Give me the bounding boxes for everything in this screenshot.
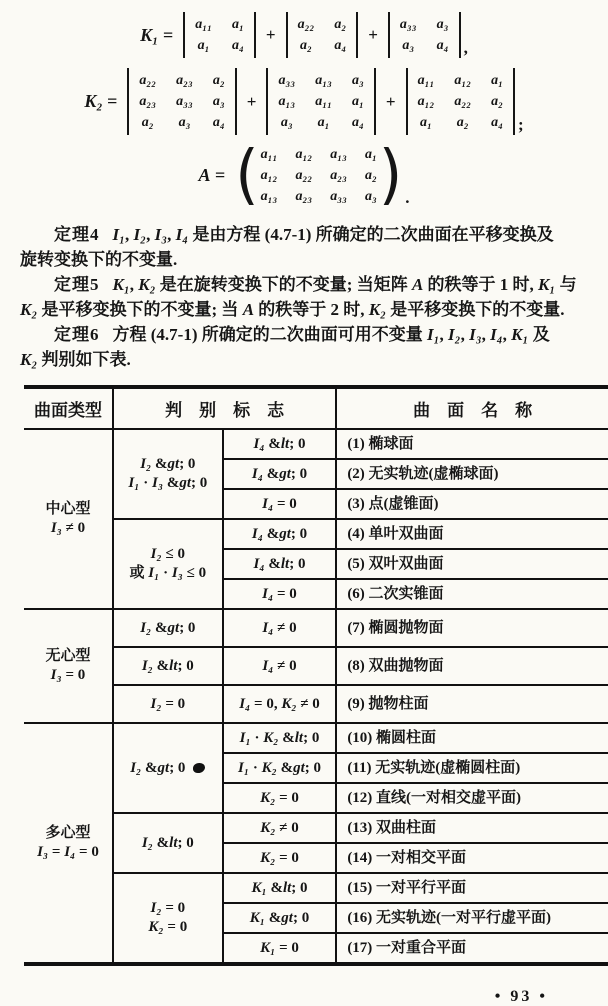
group-condition: I₂ = 0	[113, 685, 223, 723]
matrix-entry: a₃	[178, 115, 191, 130]
group-condition: I₂ &lt; 0	[113, 647, 223, 685]
matrix-entry: a₁₁	[417, 73, 435, 88]
theorem-5	[20, 272, 588, 322]
surface-name-cell: (8) 双曲抛物面	[336, 647, 608, 685]
a-matrix-lhs: A =	[198, 165, 226, 185]
group-line2: 或 I₁ · I₃ ≤ 0	[129, 565, 207, 581]
matrix-entry: a₂₂	[139, 73, 157, 88]
surface-name-cell: (4) 单叶双曲面	[336, 519, 608, 549]
matrix-entry: a₄	[334, 38, 347, 53]
determinant-3x3	[266, 68, 375, 135]
matrix-entry: a₂	[456, 115, 469, 130]
matrix-entry: a₂	[141, 115, 154, 130]
surface-name-cell: (1) 椭球面	[347, 435, 414, 452]
matrix-entry: a₄	[352, 115, 364, 130]
formula-a-matrix	[0, 137, 608, 213]
matrix-entry: a₁	[197, 38, 210, 53]
theorem-5-text-line2: K₂ 是平移变换下的不变量; 当 A 的秩等于 2 时, K₂ 是平移变换下的不变量.	[20, 300, 565, 319]
matrix-entry: a₁₂	[417, 94, 435, 109]
ink-blot	[193, 763, 205, 773]
theorem-6	[20, 322, 588, 372]
plus-operator: +	[368, 25, 378, 44]
matrix-entry: a₁	[420, 115, 432, 130]
group-condition	[113, 519, 223, 609]
condition-cell: I₄ &gt; 0	[223, 519, 337, 549]
surface-name-cell: (16) 无实轨迹(一对平行虚平面)	[336, 903, 608, 933]
header-criteria: 判 别 标 志	[113, 387, 336, 429]
matrix-entry: a₂	[212, 73, 225, 88]
matrix-entry: a₃₃	[176, 94, 193, 109]
determinant-3x3	[127, 68, 236, 135]
theorem-block	[20, 222, 588, 372]
matrix-entry: a₂₂	[297, 17, 315, 32]
group-condition	[113, 723, 223, 813]
condition-cell: I₄ = 0	[223, 489, 337, 519]
group-condition	[113, 429, 223, 519]
matrix-3x4	[259, 143, 379, 208]
section-multicentral	[24, 723, 113, 964]
surface-name-cell: (17) 一对重合平面	[336, 933, 608, 964]
matrix-entry: a₄	[231, 38, 244, 53]
left-paren: (	[235, 137, 259, 213]
section-label: 多心型	[45, 825, 91, 841]
header-surface-type: 曲面类型	[24, 387, 113, 429]
surface-name-cell: (13) 双曲柱面	[336, 813, 608, 843]
theorem-6-label: 定理6	[54, 325, 100, 344]
theorem-4-text-line1: I₁, I₂, I₃, I₄ 是由方程 (4.7-1) 所确定的二次曲面在平移变换及	[112, 225, 554, 244]
matrix-entry: a₁₃	[260, 189, 278, 204]
group-line1: I₂ &gt; 0	[130, 759, 186, 776]
theorem-4	[20, 222, 588, 272]
condition-cell: I₄ &lt; 0	[223, 429, 337, 459]
condition-cell: K₂ = 0	[223, 843, 337, 873]
theorem-4-text-line2: 旋转变换下的不变量.	[20, 250, 178, 269]
matrix-entry: a₁₃	[278, 94, 296, 109]
surface-name-cell: (3) 点(虚锥面)	[336, 489, 608, 519]
section-central	[24, 429, 113, 609]
surface-name-cell: (2) 无实轨迹(虚椭球面)	[336, 459, 608, 489]
determinant-2x2	[183, 12, 256, 58]
matrix-entry: a₃	[364, 189, 377, 204]
table-row	[24, 609, 608, 647]
matrix-entry: a₁	[231, 17, 244, 32]
table-header-row	[24, 387, 608, 429]
matrix-entry: a₁₁	[315, 94, 332, 109]
surface-name-cell: (10) 椭圆柱面	[336, 723, 608, 753]
group-condition: I₂ &gt; 0	[113, 609, 223, 647]
condition-cell: I₄ = 0, K₂ ≠ 0	[223, 685, 337, 723]
surface-name-cell: (15) 一对平行平面	[336, 873, 608, 903]
condition-cell: K₂ ≠ 0	[223, 813, 337, 843]
plus-operator: +	[385, 91, 396, 111]
matrix-entry: a₂₃	[176, 73, 193, 88]
section-label: 无心型	[45, 648, 91, 664]
theorem-5-text-line1: K₁, K₂ 是在旋转变换下的不变量; 当矩阵 A 的秩等于 1 时, K₁ 与	[112, 275, 577, 294]
surface-name-cell: (6) 二次实锥面	[336, 579, 608, 609]
matrix-entry: a₃	[280, 115, 293, 130]
formula-punctuation: .	[405, 188, 410, 207]
condition-cell: I₄ &lt; 0	[223, 549, 337, 579]
matrix-entry: a₁₂	[260, 168, 278, 183]
matrix-entry: a₁₃	[330, 147, 347, 162]
matrix-entry: a₁₂	[295, 147, 313, 162]
section-noncentral	[24, 609, 113, 723]
matrix-entry: a₂	[334, 17, 347, 32]
group-condition: I₂ &lt; 0	[113, 813, 223, 873]
table-row	[24, 429, 608, 459]
group-line2: K₂ = 0	[148, 919, 188, 935]
surface-name-cell: (5) 双叶双曲面	[336, 549, 608, 579]
group-line2: I₁ · I₃ &gt; 0	[128, 475, 208, 491]
matrix-entry: a₃	[436, 17, 449, 32]
surface-name-cell: (11) 无实轨迹(虚椭圆柱面)	[336, 753, 608, 783]
group-line1: I₂ ≤ 0	[150, 546, 185, 562]
condition-cell: I₄ &gt; 0	[223, 459, 337, 489]
classification-table	[24, 385, 608, 966]
condition-cell: K₂ = 0	[223, 783, 337, 813]
plus-operator: +	[246, 91, 257, 111]
matrix-entry: a₁₁	[195, 17, 212, 32]
plus-operator: +	[265, 25, 276, 44]
matrix-entry: a₂	[364, 168, 377, 183]
group-line1: I₂ &gt; 0	[140, 456, 196, 472]
formula-k1	[0, 12, 608, 58]
matrix-entry: a₁₃	[315, 73, 332, 88]
condition-cell: I₄ = 0	[223, 579, 337, 609]
matrix-entry: a₃	[352, 73, 364, 88]
matrix-entry: a₁	[317, 115, 330, 130]
formula-punctuation: ,	[463, 38, 468, 57]
section-condition: I₃ = I₄ = 0	[37, 844, 99, 860]
matrix-entry: a₁	[491, 73, 503, 88]
matrix-entry: a₄	[212, 115, 225, 130]
matrix-entry: a₃₃	[330, 189, 347, 204]
section-label: 中心型	[45, 501, 91, 517]
determinant-2x2	[388, 12, 461, 58]
condition-cell: I₁ · K₂ &gt; 0	[223, 753, 337, 783]
theorem-5-label: 定理5	[54, 275, 100, 294]
condition-cell: K₁ &gt; 0	[223, 903, 337, 933]
matrix-entry: a₂₂	[454, 94, 472, 109]
surface-name-cell: (14) 一对相交平面	[336, 843, 608, 873]
section-condition: I₃ ≠ 0	[50, 520, 86, 536]
matrix-entry: a₁₂	[454, 73, 472, 88]
surface-name-cell: (9) 抛物柱面	[336, 685, 608, 723]
group-line1: I₂ = 0	[150, 900, 186, 916]
condition-cell: K₁ &lt; 0	[223, 873, 337, 903]
matrix-entry: a₂₃	[139, 94, 157, 109]
section-condition: I₃ = 0	[50, 667, 86, 683]
condition-cell: I₁ · K₂ &lt; 0	[223, 723, 337, 753]
k2-lhs: K₂ =	[84, 91, 118, 111]
condition-cell: K₁ = 0	[223, 933, 337, 964]
matrix-entry: a₁	[364, 147, 377, 162]
matrix-entry: a₂	[491, 94, 503, 109]
formula-punctuation: ;	[518, 115, 524, 134]
matrix-entry: a₂₂	[295, 168, 313, 183]
determinant-2x2	[286, 12, 359, 58]
matrix-entry: a₃₃	[399, 17, 417, 32]
matrix-entry: a₁₁	[260, 147, 278, 162]
matrix-entry: a₂₃	[330, 168, 347, 183]
theorem-6-text-line1: 方程 (4.7-1) 所确定的二次曲面可用不变量 I₁, I₂, I₃, I₄, K₁ 及	[112, 325, 550, 344]
surface-name-cell: (12) 直线(一对相交虚平面)	[336, 783, 608, 813]
matrix-entry: a₃	[402, 38, 415, 53]
matrix-entry: a₄	[491, 115, 503, 130]
matrix-entry: a₁	[352, 94, 364, 109]
formula-k2	[0, 68, 608, 135]
condition-cell: I₄ ≠ 0	[223, 609, 337, 647]
matrix-entry: a₂₃	[295, 189, 313, 204]
theorem-6-text-line2: K₂ 判别如下表.	[20, 350, 131, 369]
surface-name-cell: (7) 椭圆抛物面	[336, 609, 608, 647]
theorem-4-label: 定理4	[54, 225, 100, 244]
page-number: • 93 •	[494, 988, 548, 1005]
matrix-entry: a₂	[300, 38, 312, 53]
group-condition	[113, 873, 223, 964]
right-paren: )	[378, 137, 403, 213]
header-surface-name: 曲 面 名 称	[336, 387, 608, 429]
matrix-entry: a₃₃	[278, 73, 296, 88]
table-row	[24, 723, 608, 753]
matrix-entry: a₃	[212, 94, 225, 109]
matrix-entry: a₄	[436, 38, 449, 53]
condition-cell: I₄ ≠ 0	[223, 647, 337, 685]
determinant-3x3	[406, 68, 515, 135]
k1-lhs: K₁ =	[140, 24, 174, 45]
